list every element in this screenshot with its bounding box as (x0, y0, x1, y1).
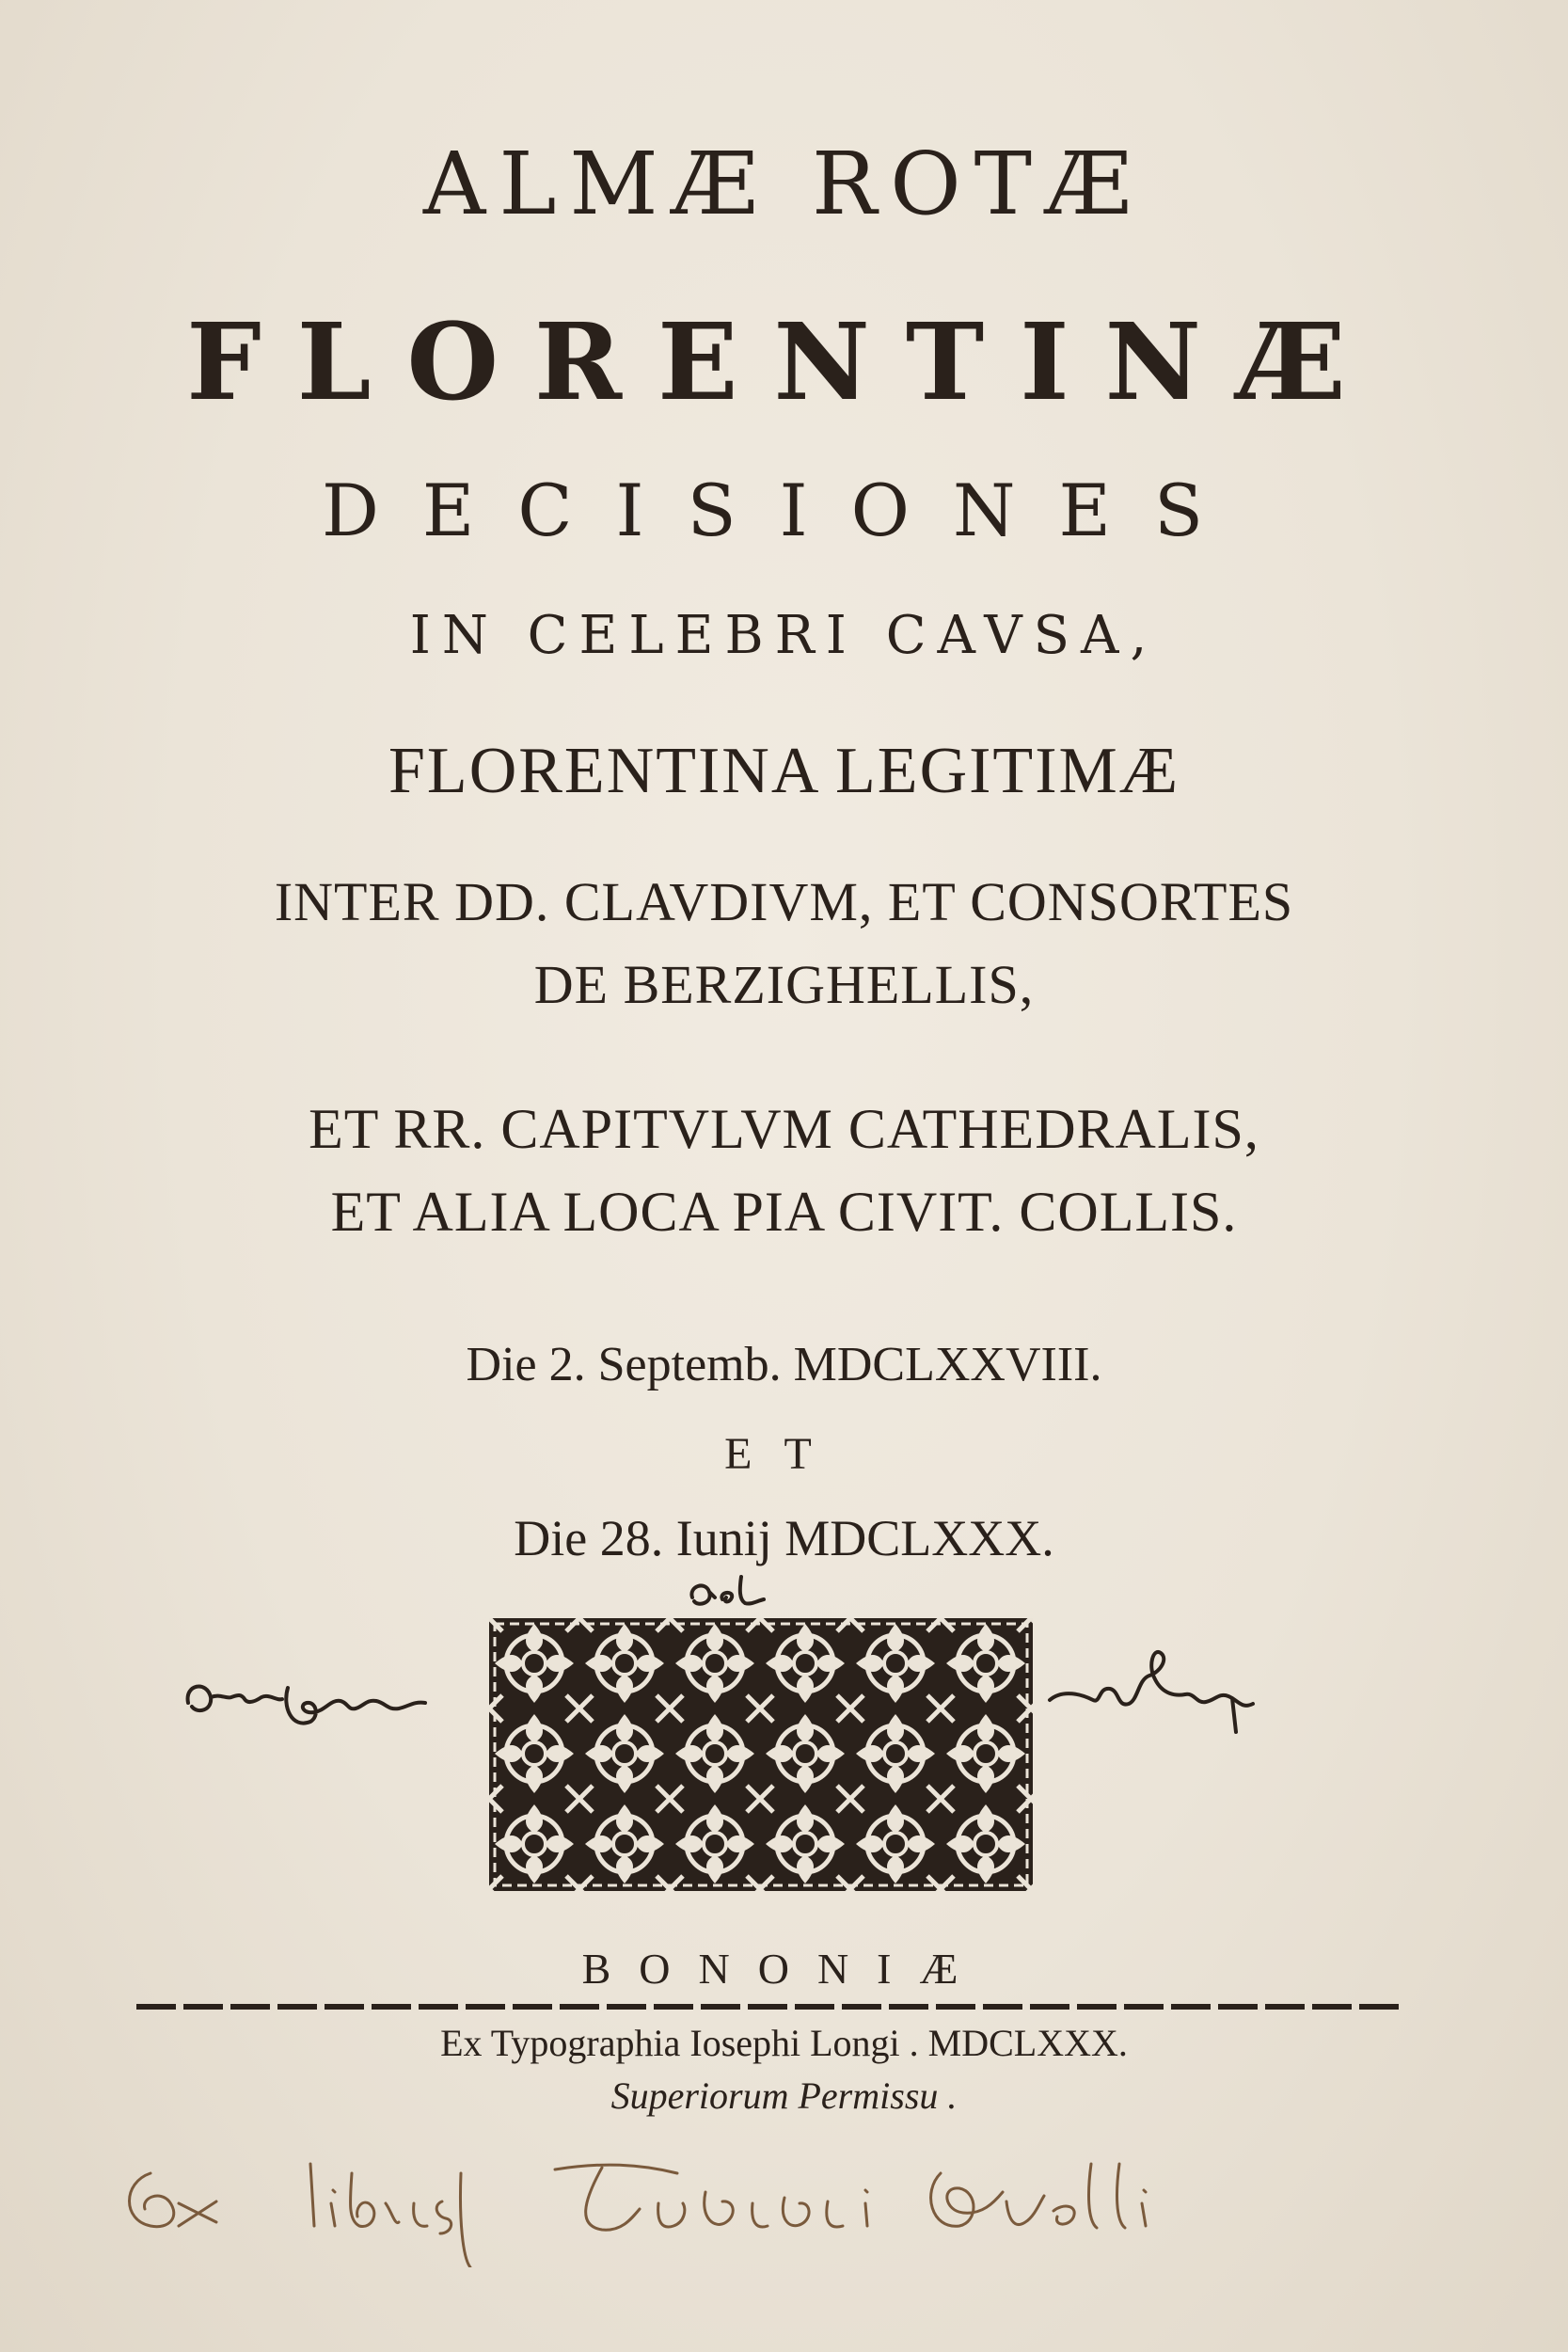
title-line-2: FLORENTINÆ (186, 301, 1382, 424)
imprint-city: BONONIÆ (581, 1945, 987, 1993)
title-line-7: DE BERZIGHELLIS, (533, 954, 1035, 1015)
date-conjunction: ET (724, 1429, 844, 1479)
date-second: Die 28. Iunij MDCLXXX. (514, 1510, 1054, 1566)
imprint-printer: Ex Typographia Iosephi Longi . MDCLXXX. (440, 2022, 1128, 2064)
right-signature (1044, 1642, 1270, 1745)
date-first: Die 2. Septemb. MDCLXXVIII. (466, 1338, 1102, 1391)
ex-libris-inscription (113, 2136, 1176, 2267)
printers-ornament-icon (489, 1618, 1033, 1891)
title-line-6: INTER DD. CLAVDIVM, ET CONSORTES (274, 871, 1294, 932)
imprint-rule-divider (136, 2004, 1406, 2010)
title-line-1: ALMÆ ROTÆ (422, 134, 1146, 234)
left-signature (179, 1656, 433, 1740)
title-line-4: IN CELEBRI CAVSA, (409, 605, 1159, 666)
title-line-8: ET RR. CAPITVLVM CATHEDRALIS, (309, 1098, 1259, 1160)
handwritten-del-annotation (685, 1569, 769, 1616)
title-line-5: FLORENTINA LEGITIMÆ (388, 735, 1180, 807)
imprint-permission: Superiorum Permissu . (610, 2074, 958, 2117)
title-line-9: ET ALIA LOCA PIA CIVIT. COLLIS. (330, 1181, 1238, 1243)
title-line-3: DECISIONES (321, 469, 1247, 552)
